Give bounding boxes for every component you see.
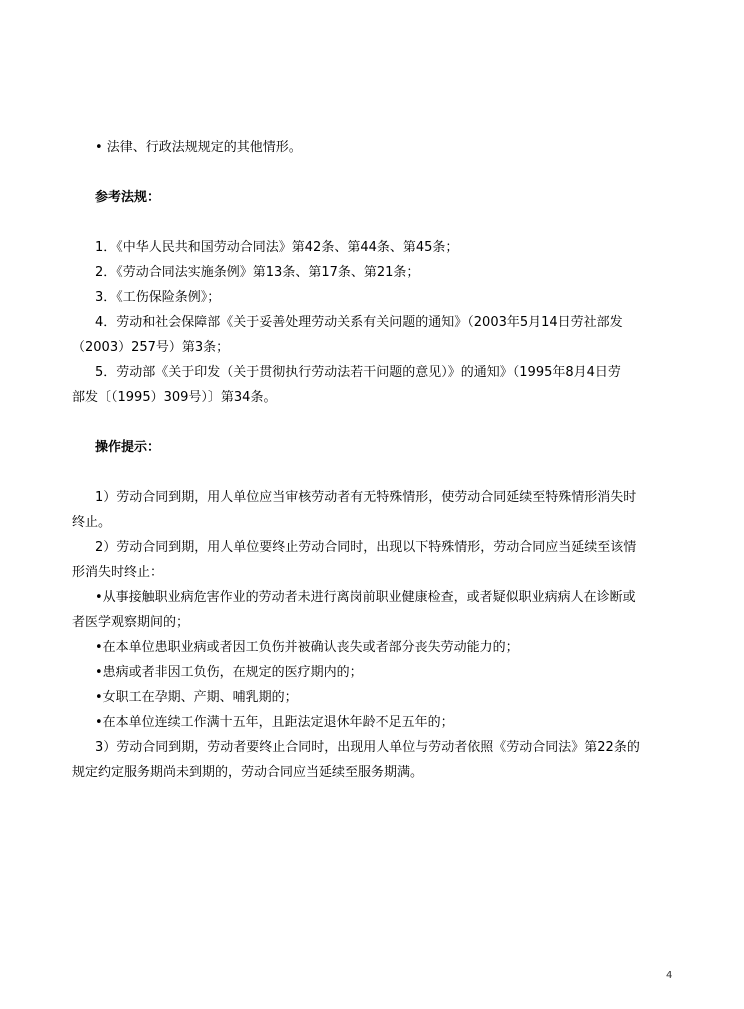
tip-line: 形消失时终止： [72, 565, 164, 580]
other-circumstances-bullet: • 法律、行政法规规定的其他情形。 [95, 140, 302, 155]
tip-line: 规定约定服务期尚未到期的，劳动合同应当延续至服务期满。 [72, 765, 424, 780]
tip-bullet-line: •从事接触职业病危害作业的劳动者未进行离岗前职业健康检查，或者疑似职业病病人在诊断或 [95, 590, 636, 605]
reference-line: 1．《中华人民共和国劳动合同法》第42条、第44条、第45条； [95, 240, 459, 255]
reference-line: 2．《劳动合同法实施条例》第13条、第17条、第21条； [95, 265, 420, 280]
reference-line: 5．劳动部《关于印发（关于贯彻执行劳动法若干问题的意见）》的通知》（1995年8月4日劳 [95, 365, 621, 380]
reference-line: 3．《工伤保险条例》； [95, 290, 221, 305]
tip-bullet-line: 者医学观察期间的； [72, 615, 190, 630]
tip-line: 3）劳动合同到期，劳动者要终止合同时，出现用人单位与劳动者依照《劳动合同法》第22条的 [95, 740, 640, 755]
reference-line: （2003）257号）第3条； [72, 340, 230, 355]
tip-bullet-line: •在本单位连续工作满十五年，且距法定退休年龄不足五年的； [95, 715, 454, 730]
reference-line: 4．劳动和社会保障部《关于妥善处理劳动关系有关问题的通知》（2003年5月14日劳社部发 [95, 315, 623, 330]
tip-bullet-line: •患病或者非因工负伤，在规定的医疗期内的； [95, 665, 363, 680]
page-number: 4 [666, 970, 673, 981]
tips-heading: 操作提示： [95, 440, 161, 455]
tip-bullet-line: •女职工在孕期、产期、哺乳期的； [95, 690, 298, 705]
tip-bullet-line: •在本单位患职业病或者因工负伤并被确认丧失或者部分丧失劳动能力的； [95, 640, 519, 655]
tip-line: 终止。 [72, 515, 112, 530]
reference-line: 部发〔（1995）309号）〕第34条。 [72, 390, 277, 405]
tip-line: 1）劳动合同到期，用人单位应当审核劳动者有无特殊情形，使劳动合同延续至特殊情形消失时 [95, 490, 637, 505]
reference-heading: 参考法规： [95, 190, 161, 205]
tip-line: 2）劳动合同到期，用人单位要终止劳动合同时，出现以下特殊情形，劳动合同应当延续至该情 [95, 540, 637, 555]
